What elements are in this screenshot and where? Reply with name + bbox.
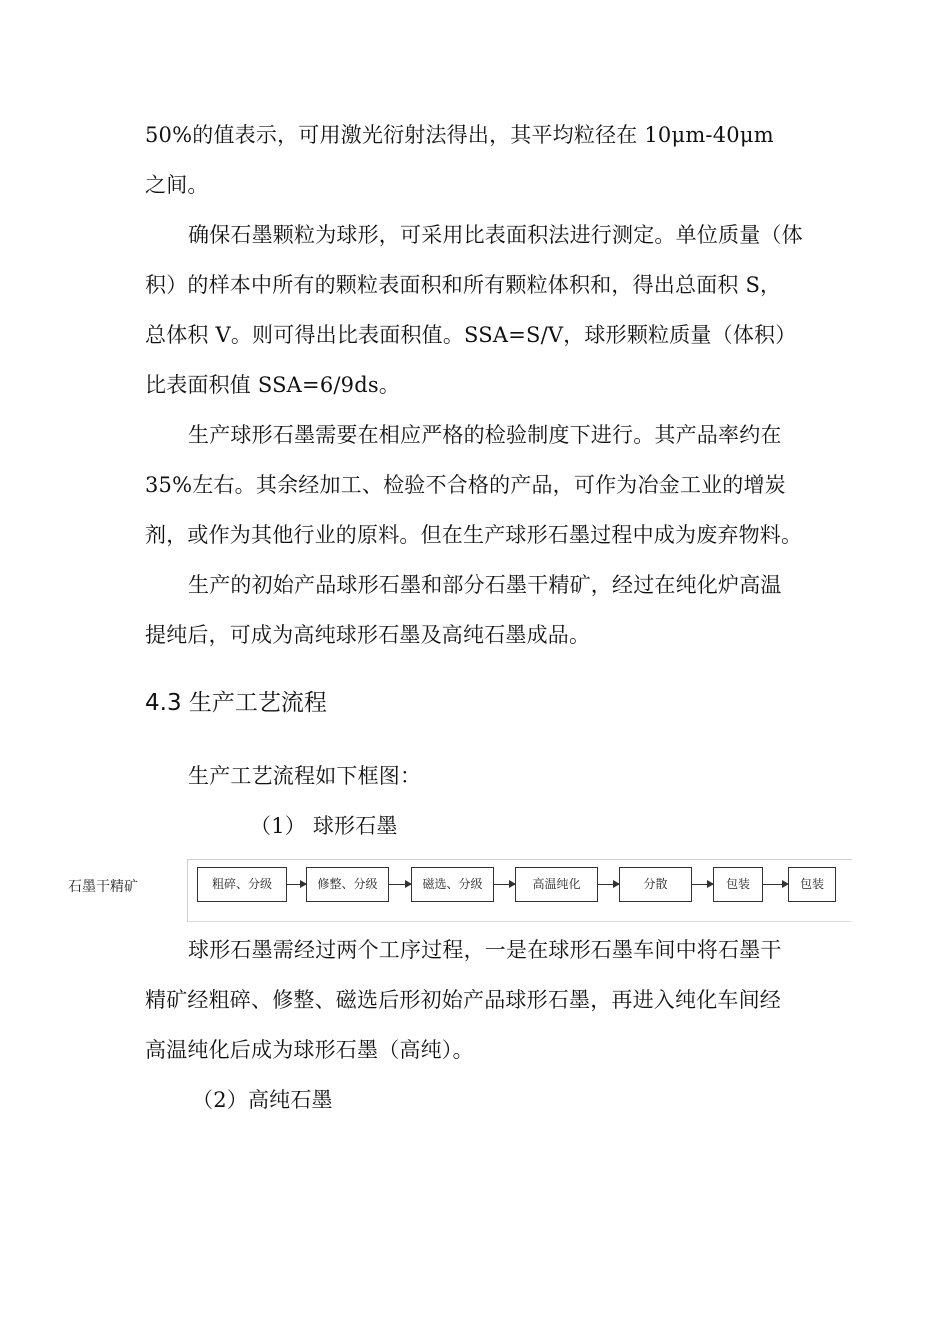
after-flow-line-2: 精矿经粗碎、修整、磁选后形初始产品球形石墨，再进入纯化车间经	[145, 988, 781, 1012]
after-flow-line-1: 球形石墨需经过两个工序过程，一是在球形石墨车间中将石墨干	[188, 938, 782, 962]
subsection-2-title: （2）高纯石墨	[192, 1088, 333, 1112]
paragraph-2-line-4: 比表面积值 SSA=6/9ds。	[145, 373, 401, 397]
flow-arrow-6	[763, 884, 788, 885]
paragraph-1-line-1: 50%的值表示，可用激光衍射法得出，其平均粒径在 10μm-40μm	[145, 123, 774, 147]
paragraph-4-line-1: 生产的初始产品球形石墨和部分石墨干精矿，经过在纯化炉高温	[188, 573, 782, 597]
flow-step-7: 包装	[788, 867, 836, 902]
paragraph-4-line-2: 提纯后，可成为高纯球形石墨及高纯石墨成品。	[145, 623, 591, 647]
flow-step-4: 高温纯化	[515, 867, 598, 902]
paragraph-3-line-2: 35%左右。其余经加工、检验不合格的产品，可作为冶金工业的增炭	[145, 473, 786, 497]
paragraph-2-line-1: 确保石墨颗粒为球形，可采用比表面积法进行测定。单位质量（体	[188, 223, 803, 247]
flow-step-3: 磁选、分级	[411, 867, 494, 902]
flow-arrow-3	[494, 884, 515, 885]
after-flow-line-3: 高温纯化后成为球形石墨（高纯）。	[145, 1038, 474, 1062]
paragraph-3-line-3: 剂，或作为其他行业的原料。但在生产球形石墨过程中成为废弃物料。	[145, 523, 803, 547]
flow-start-label: 石墨干精矿	[68, 879, 138, 895]
subsection-1-title: （1） 球形石墨	[250, 814, 398, 838]
flow-step-1: 粗碎、分级	[197, 867, 287, 902]
flow-arrow-5	[692, 884, 713, 885]
paragraph-2-line-3: 总体积 V。则可得出比表面积值。SSA=S/V，球形颗粒质量（体积）	[145, 323, 797, 347]
flow-step-2: 修整、分级	[306, 867, 389, 902]
flow-arrow-1	[287, 884, 306, 885]
flow-step-6: 包装	[713, 867, 763, 902]
section-intro: 生产工艺流程如下框图：	[188, 764, 422, 788]
paragraph-1-line-2: 之间。	[145, 173, 209, 197]
section-heading: 4.3 生产工艺流程	[145, 690, 327, 716]
flow-arrow-2	[389, 884, 411, 885]
flow-arrow-4	[598, 884, 619, 885]
flow-step-5: 分散	[619, 867, 692, 902]
paragraph-2-line-2: 积）的样本中所有的颗粒表面积和所有颗粒体积和，得出总面积 S，	[145, 273, 782, 297]
paragraph-3-line-1: 生产球形石墨需要在相应严格的检验制度下进行。其产品率约在	[188, 423, 782, 447]
